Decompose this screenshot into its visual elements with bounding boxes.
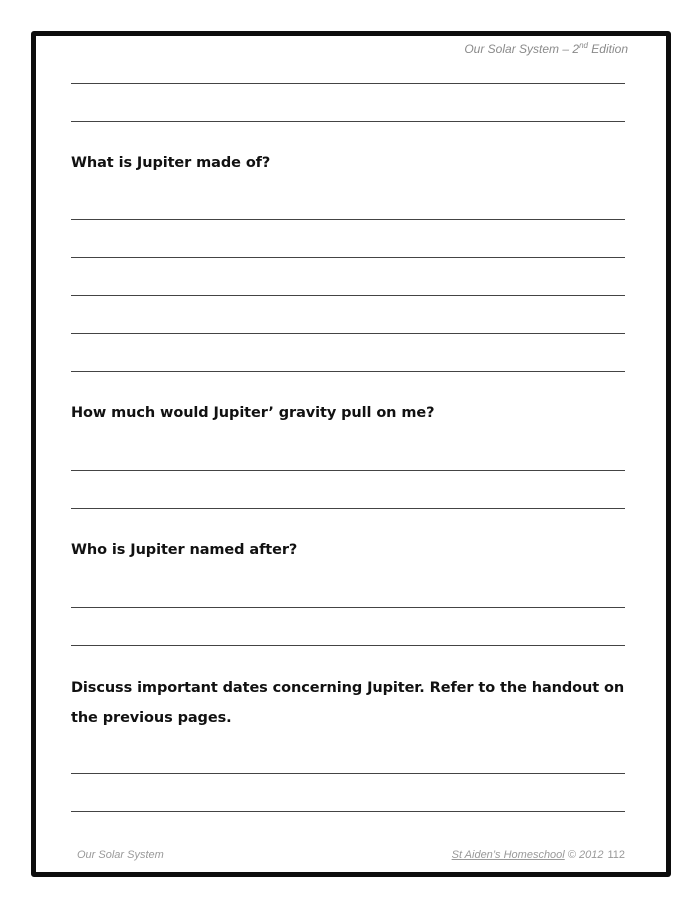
- answer-line[interactable]: [71, 295, 625, 296]
- question-2: How much would Jupiter’ gravity pull on me?: [71, 405, 435, 421]
- header-title: Our Solar System – 2: [464, 42, 580, 56]
- answer-line[interactable]: [71, 508, 625, 509]
- answer-line[interactable]: [71, 773, 625, 774]
- footer-credit: [452, 849, 625, 861]
- running-header: [464, 41, 628, 56]
- question-1: What is Jupiter made of?: [71, 155, 271, 171]
- answer-line[interactable]: [71, 333, 625, 334]
- copyright: © 2012: [564, 849, 604, 861]
- header-edition: Edition: [587, 42, 628, 56]
- publisher-link[interactable]: St Aiden’s Homeschool: [451, 849, 565, 861]
- answer-line[interactable]: [71, 371, 625, 372]
- question-3: Who is Jupiter named after?: [71, 542, 298, 558]
- header-superscript: nd: [579, 41, 588, 50]
- answer-line[interactable]: [71, 257, 625, 258]
- answer-line[interactable]: [71, 811, 625, 812]
- answer-line[interactable]: [71, 83, 625, 84]
- footer-title: Our Solar System: [77, 849, 164, 861]
- question-4: Discuss important dates concerning Jupiter. Refer to the handout on the previous pages.: [71, 680, 625, 726]
- page-number: 112: [607, 849, 625, 861]
- answer-line[interactable]: [71, 470, 625, 471]
- answer-line[interactable]: [71, 607, 625, 608]
- answer-line[interactable]: [71, 645, 625, 646]
- answer-line[interactable]: [71, 121, 625, 122]
- answer-line[interactable]: [71, 219, 625, 220]
